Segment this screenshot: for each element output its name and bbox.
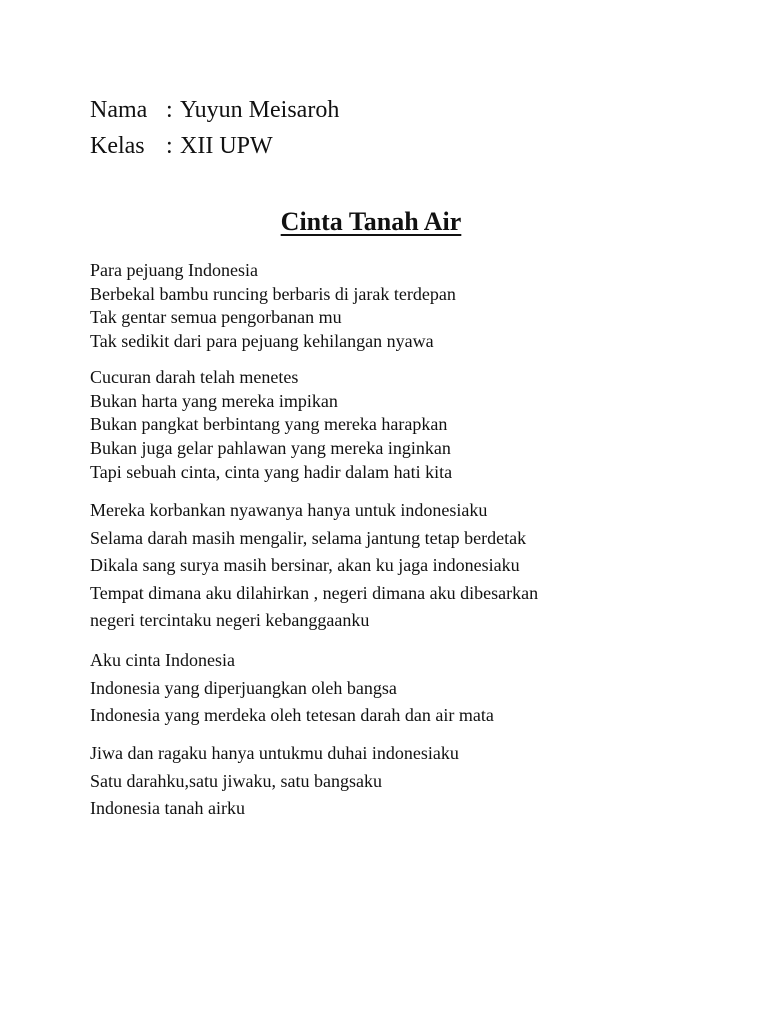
poem-title: Cinta Tanah Air [280, 207, 462, 236]
poem-line: Para pejuang Indonesia [90, 260, 258, 280]
class-label: Kelas [90, 133, 145, 159]
poem-line: Tapi sebuah cinta, cinta yang hadir dalam hati kita [90, 461, 453, 482]
poem-line: Satu darahku,satu jiwaku, satu bangsaku [90, 770, 382, 791]
name-separator: : [166, 97, 173, 123]
stanza-1 [90, 259, 456, 354]
poem-line: Indonesia tanah airku [90, 798, 245, 818]
student-info [90, 92, 339, 164]
class-value: XII UPW [180, 133, 273, 159]
stanza-2 [90, 366, 452, 485]
poem-line: Cucuran darah telah menetes [90, 367, 299, 387]
name-value: Yuyun Meisaroh [180, 97, 340, 123]
poem-line: Jiwa dan ragaku hanya untukmu duhai indonesiaku [90, 743, 459, 763]
stanza-4 [90, 647, 494, 730]
poem-line: Bukan juga gelar pahlawan yang mereka inginkan [90, 438, 451, 459]
poem-line: Dikala sang surya masih bersinar, akan ku jaga indonesiaku [90, 555, 520, 575]
poem-line: Bukan harta yang mereka impikan [90, 390, 338, 411]
poem-line: Bukan pangkat berbintang yang mereka harapkan [90, 414, 448, 435]
poem-line: Aku cinta Indonesia [90, 650, 235, 670]
poem-line: Tempat dimana aku dilahirkan , negeri dimana aku dibesarkan [90, 582, 539, 603]
poem-line: Berbekal bambu runcing berbaris di jarak terdepan [90, 283, 456, 304]
class-separator: : [166, 133, 173, 159]
poem-line: Tak gentar semua pengorbanan mu [90, 307, 342, 328]
poem-line: Selama darah masih mengalir, selama jantung tetap berdetak [90, 527, 527, 548]
poem-line: negeri tercintaku negeri kebanggaanku [90, 610, 370, 630]
poem-line: Indonesia yang merdeka oleh tetesan darah dan air mata [90, 705, 494, 725]
poem-line: Indonesia yang diperjuangkan oleh bangsa [90, 677, 397, 698]
name-row [90, 92, 339, 128]
name-label: Nama [90, 97, 148, 123]
poem-line: Tak sedikit dari para pejuang kehilangan nyawa [90, 331, 434, 352]
stanza-5 [90, 740, 459, 823]
poem-line: Mereka korbankan nyawanya hanya untuk indonesiaku [90, 500, 488, 520]
class-row [90, 128, 339, 164]
stanza-3 [90, 497, 538, 635]
